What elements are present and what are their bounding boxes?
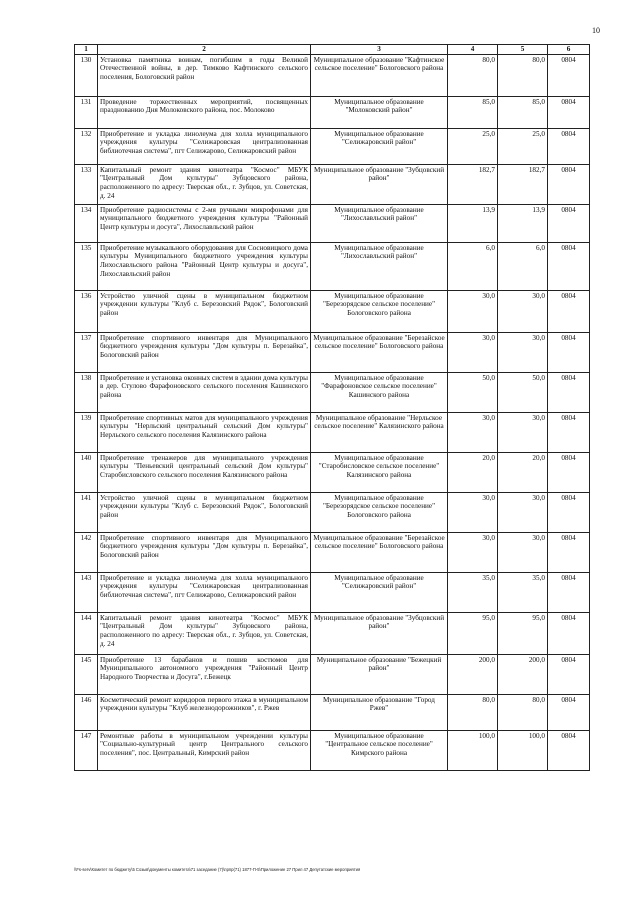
row-organization: Муниципальное образование "Город Ржев" xyxy=(311,694,448,730)
column-header: 1 xyxy=(75,45,98,55)
row-amount-col5: 50,0 xyxy=(498,372,548,412)
row-budget-code: 0804 xyxy=(548,332,590,372)
row-budget-code: 0804 xyxy=(548,164,590,204)
table-row xyxy=(75,242,590,290)
row-organization: Муниципальное образование "Молоковский район" xyxy=(311,96,448,128)
row-budget-code: 0804 xyxy=(548,372,590,412)
row-description: Проведение торжественных мероприятий, посвященных празднованию Дня Молоковского района, пос. Молоково xyxy=(98,96,311,128)
row-budget-code: 0804 xyxy=(548,572,590,612)
row-amount-col4: 30,0 xyxy=(448,412,498,452)
table-row xyxy=(75,492,590,532)
row-budget-code: 0804 xyxy=(548,532,590,572)
table-row xyxy=(75,164,590,204)
row-description: Приобретение спортивного инвентаря для Муниципального бюджетного учреждения культуры "Дом культуры п. Березайка", Бологовский район xyxy=(98,332,311,372)
row-amount-col5: 85,0 xyxy=(498,96,548,128)
row-organization: Муниципальное образование "Бежецкий район" xyxy=(311,654,448,694)
row-number: 138 xyxy=(75,372,98,412)
row-number: 142 xyxy=(75,532,98,572)
row-amount-col4: 30,0 xyxy=(448,532,498,572)
row-amount-col4: 30,0 xyxy=(448,290,498,332)
row-organization: Муниципальное образование "Березорядское сельское поселение" Бологовского района xyxy=(311,290,448,332)
row-amount-col4: 100,0 xyxy=(448,730,498,770)
row-amount-col4: 30,0 xyxy=(448,492,498,532)
table-row xyxy=(75,412,590,452)
row-organization: Муниципальное образование "Кафтинское сельское поселение" Бологовского района xyxy=(311,54,448,96)
row-organization: Муниципальное образование "Березайское сельское поселение" Бологовского района xyxy=(311,532,448,572)
row-number: 139 xyxy=(75,412,98,452)
column-header: 3 xyxy=(311,45,448,55)
row-organization: Муниципальное образование "Селижаровский район" xyxy=(311,128,448,164)
row-number: 132 xyxy=(75,128,98,164)
row-number: 147 xyxy=(75,730,98,770)
row-amount-col5: 200,0 xyxy=(498,654,548,694)
row-number: 134 xyxy=(75,204,98,242)
row-organization: Муниципальное образование "Фарафоновское сельское поселение" Кашинского района xyxy=(311,372,448,412)
row-budget-code: 0804 xyxy=(548,242,590,290)
row-amount-col5: 182,7 xyxy=(498,164,548,204)
row-amount-col5: 80,0 xyxy=(498,54,548,96)
table-row xyxy=(75,654,590,694)
row-amount-col4: 95,0 xyxy=(448,612,498,654)
row-description: Приобретение музыкального оборудования для Сосновицкого дома культуры Муниципального бюджетного учреждения культуры Лихославльского района "Районный Центр культуры и досуга", Лихославльский район xyxy=(98,242,311,290)
row-organization: Муниципальное образование "Зубцовский район" xyxy=(311,612,448,654)
row-number: 135 xyxy=(75,242,98,290)
header-row xyxy=(75,45,590,55)
row-amount-col5: 13,9 xyxy=(498,204,548,242)
table-row xyxy=(75,204,590,242)
row-budget-code: 0804 xyxy=(548,694,590,730)
row-number: 133 xyxy=(75,164,98,204)
row-description: Приобретение спортивного инвентаря для Муниципального бюджетного учреждения культуры "Дом культуры п. Березайка", Бологовский район xyxy=(98,532,311,572)
row-number: 136 xyxy=(75,290,98,332)
row-organization: Муниципальное образование "Селижаровский район" xyxy=(311,572,448,612)
row-organization: Муниципальное образование "Центральное сельское поселение" Кимрского района xyxy=(311,730,448,770)
row-amount-col4: 80,0 xyxy=(448,54,498,96)
row-number: 143 xyxy=(75,572,98,612)
row-organization: Муниципальное образование "Березорядское сельское поселение" Бологовского района xyxy=(311,492,448,532)
row-description: Устройство уличной сцены в муниципальном бюджетном учреждении культуры "Клуб с. Березовский Рядок", Бологовский район xyxy=(98,290,311,332)
row-description: Приобретение тренажеров для муниципального учреждения культуры "Пеньевский центральный сельский Дом культуры" Старобисловского сельского поселения Калязинского района xyxy=(98,452,311,492)
table-row xyxy=(75,372,590,412)
row-description: Косметический ремонт коридоров первого этажа в муниципальном учреждении культуры "Клуб железнодорожников", г. Ржев xyxy=(98,694,311,730)
row-amount-col4: 30,0 xyxy=(448,332,498,372)
row-budget-code: 0804 xyxy=(548,412,590,452)
row-amount-col5: 30,0 xyxy=(498,290,548,332)
row-amount-col4: 13,9 xyxy=(448,204,498,242)
row-organization: Муниципальное образование "Старобисловское сельское поселение" Калязинского района xyxy=(311,452,448,492)
table-row xyxy=(75,332,590,372)
row-number: 137 xyxy=(75,332,98,372)
row-amount-col5: 80,0 xyxy=(498,694,548,730)
row-organization: Муниципальное образование "Лихославльский район" xyxy=(311,242,448,290)
row-amount-col5: 95,0 xyxy=(498,612,548,654)
row-number: 145 xyxy=(75,654,98,694)
row-budget-code: 0804 xyxy=(548,54,590,96)
column-header: 5 xyxy=(498,45,548,55)
row-amount-col5: 30,0 xyxy=(498,412,548,452)
row-amount-col5: 25,0 xyxy=(498,128,548,164)
row-description: Устройство уличной сцены в муниципальном бюджетном учреждении культуры "Клуб с. Березовский Рядок", Бологовский район xyxy=(98,492,311,532)
table-row xyxy=(75,730,590,770)
row-description: Приобретение 13 барабанов и пошив костюмов для Муниципального автономного учреждения "Районный Центр Народного Творчества и Досуга", г.Бежецк xyxy=(98,654,311,694)
row-organization: Муниципальное образование "Нерльское сельское поселение" Калязинского района xyxy=(311,412,448,452)
row-description: Ремонтные работы в муниципальном учреждении культуры "Социально-культурный центр Центрального сельского поселения", пос. Центральный, Кимрский район xyxy=(98,730,311,770)
row-number: 144 xyxy=(75,612,98,654)
row-amount-col4: 6,0 xyxy=(448,242,498,290)
row-amount-col4: 25,0 xyxy=(448,128,498,164)
row-organization: Муниципальное образование "Зубцовский район" xyxy=(311,164,448,204)
row-description: Приобретение и установка оконных систем в здании дома культуры в дер. Стулово Фарафоновского сельского поселения Кашинского района xyxy=(98,372,311,412)
row-amount-col4: 50,0 xyxy=(448,372,498,412)
row-budget-code: 0804 xyxy=(548,204,590,242)
column-header: 2 xyxy=(98,45,311,55)
table-row xyxy=(75,290,590,332)
row-budget-code: 0804 xyxy=(548,290,590,332)
row-amount-col5: 6,0 xyxy=(498,242,548,290)
row-amount-col4: 35,0 xyxy=(448,572,498,612)
row-budget-code: 0804 xyxy=(548,654,590,694)
table-row xyxy=(75,54,590,96)
row-amount-col4: 85,0 xyxy=(448,96,498,128)
table-row xyxy=(75,694,590,730)
row-description: Установка памятника воинам, погибшим в годы Великой Отечественной войны, в дер. Тимково Кафтинского сельского поселения, Бологовский район xyxy=(98,54,311,96)
row-number: 146 xyxy=(75,694,98,730)
row-organization: Муниципальное образование "Лихославльский район" xyxy=(311,204,448,242)
table-row xyxy=(75,96,590,128)
row-description: Приобретение и укладка линолеума для холла муниципального учреждения культуры "Селижаровская централизованная библиотечная система", пгт Селижарово, Селижаровский район xyxy=(98,572,311,612)
row-number: 131 xyxy=(75,96,98,128)
row-budget-code: 0804 xyxy=(548,612,590,654)
row-amount-col4: 200,0 xyxy=(448,654,498,694)
table-row xyxy=(75,128,590,164)
row-number: 130 xyxy=(75,54,98,96)
row-amount-col4: 80,0 xyxy=(448,694,498,730)
row-budget-code: 0804 xyxy=(548,128,590,164)
column-header: 4 xyxy=(448,45,498,55)
row-description: Приобретение и укладка линолеума для холла муниципального учреждения культуры "Селижаровская централизованная библиотечная система", пгт Селижарово, Селижаровский район xyxy=(98,128,311,164)
row-budget-code: 0804 xyxy=(548,96,590,128)
row-amount-col5: 20,0 xyxy=(498,452,548,492)
row-description: Приобретение спортивных матов для муниципального учреждения культуры "Нерльский центральный сельский Дом культуры" Нерльского сельского поселения Калязинского района xyxy=(98,412,311,452)
page-number: 10 xyxy=(592,26,600,35)
row-budget-code: 0804 xyxy=(548,452,590,492)
row-organization: Муниципальное образование "Березайское сельское поселение" Бологовского района xyxy=(311,332,448,372)
budget-table xyxy=(74,44,590,771)
row-description: Капитальный ремонт здания кинотеатра "Космос" МБУК "Центральный Дом культуры" Зубцовского района, расположенного по адресу: Тверская обл., г. Зубцов, ул. Советская, д. 24 xyxy=(98,164,311,204)
row-budget-code: 0804 xyxy=(548,492,590,532)
row-description: Капитальный ремонт здания кинотеатра "Космос" МБУК "Центральный Дом культуры" Зубцовского района, расположенного по адресу: Тверская обл., г. Зубцов, ул. Советская, д. 24 xyxy=(98,612,311,654)
row-amount-col5: 30,0 xyxy=(498,492,548,532)
file-path-footer: \\Fs-serv\Комитет по бюджету\5 Созыв\документы комитета\71 заседание (7)\прпр(71) 1877-П-5\Приложение 27 Прил 47 Депутатские мероприятия xyxy=(74,867,361,872)
table-row xyxy=(75,452,590,492)
row-amount-col5: 30,0 xyxy=(498,332,548,372)
row-amount-col4: 182,7 xyxy=(448,164,498,204)
table-row xyxy=(75,532,590,572)
row-amount-col5: 35,0 xyxy=(498,572,548,612)
row-description: Приобретение радиосистемы с 2-мя ручными микрофонами для муниципального бюджетного учреждения культуры "Районный Центр культуры и досуга", Лихославльский район xyxy=(98,204,311,242)
row-amount-col5: 30,0 xyxy=(498,532,548,572)
row-budget-code: 0804 xyxy=(548,730,590,770)
table-row xyxy=(75,572,590,612)
row-number: 140 xyxy=(75,452,98,492)
row-number: 141 xyxy=(75,492,98,532)
row-amount-col4: 20,0 xyxy=(448,452,498,492)
table-row xyxy=(75,612,590,654)
row-amount-col5: 100,0 xyxy=(498,730,548,770)
column-header: 6 xyxy=(548,45,590,55)
